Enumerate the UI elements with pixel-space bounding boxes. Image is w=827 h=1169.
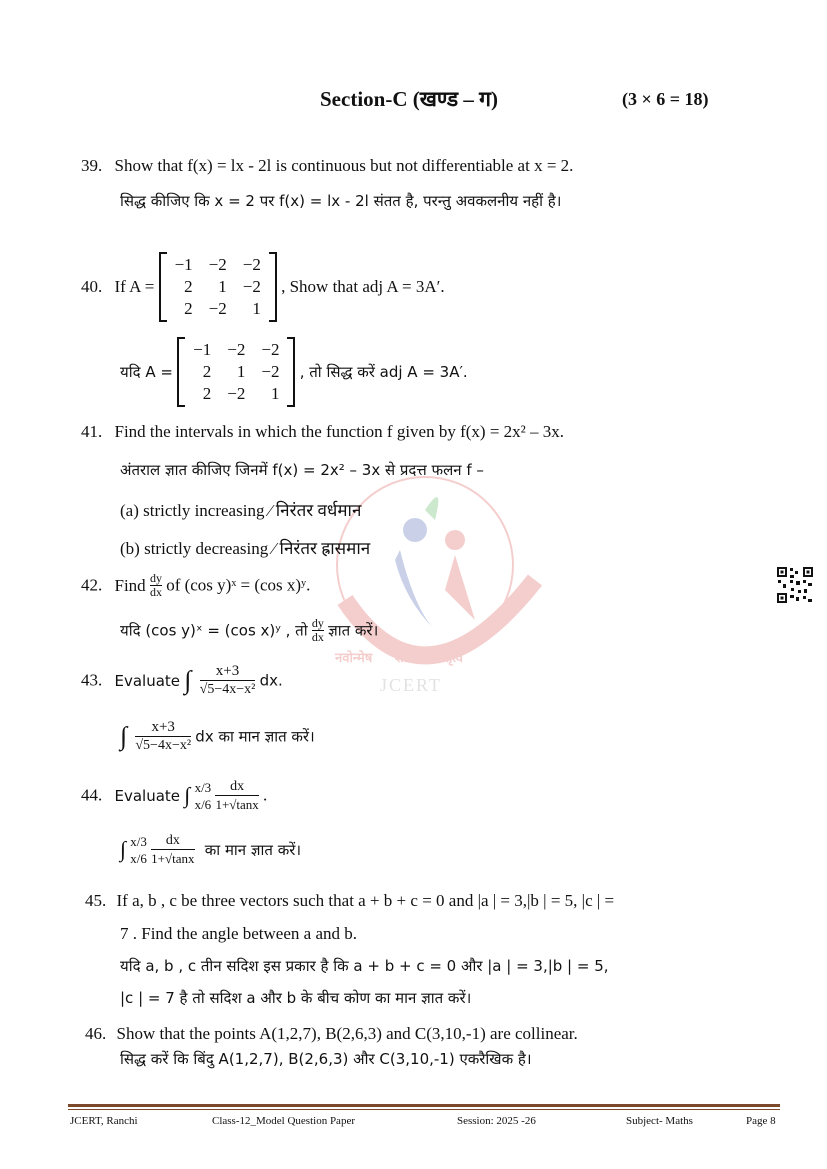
question-text-hi-post: ज्ञात करें।	[328, 621, 379, 640]
question-text-hi-pre: यदि (cos y)ˣ = (cos x)ʸ , तो	[120, 621, 308, 640]
question-text-en-pre: If A =	[114, 277, 155, 296]
question-39-hindi: सिद्ध कीजिए कि x = 2 पर f(x) = lx - 2l संतत है, परन्तु अवकलनीय नहीं है।	[120, 192, 562, 210]
integrand-fraction: $\frac{x+3}{\text{√5−4x−x²}}$	[199, 663, 256, 697]
integral-sign-icon: ∫	[184, 782, 191, 808]
question-number: 45.	[85, 891, 107, 910]
question-45	[85, 891, 614, 911]
watermark-word-3: नेतृत्व	[437, 651, 464, 666]
question-text-en-post: of (cos y)ˣ = (cos x)ʸ.	[166, 575, 311, 595]
integral-limits-hindi: x/3 x/6	[130, 833, 147, 866]
derivative-fraction: $\frac{dy}{dx}$	[149, 571, 162, 599]
question-text-en: Show that f(x) = lx - 2l is continuous but not differentiable at x = 2.	[114, 156, 574, 175]
question-45-line2: 7 . Find the angle between a and b.	[120, 924, 357, 943]
question-text-en-post: dx.	[259, 671, 283, 690]
question-40	[81, 252, 445, 322]
question-text-en-line1: If a, b , c be three vectors such that a + b + c = 0 and |a | = 3,|b | = 5, |c | =	[116, 891, 615, 910]
matrix-a-hindi: −1 −2 −2 2 1 −2 2 −2 1	[177, 337, 295, 407]
footer-rule-thin	[68, 1109, 780, 1110]
question-41	[81, 422, 564, 442]
integral-sign-icon: ∫	[120, 721, 128, 751]
question-43-hindi	[120, 718, 315, 755]
question-40-hindi	[120, 337, 468, 407]
question-41-option-a: (a) strictly increasing ⁄ निरंतर वर्धमान	[120, 501, 362, 520]
question-41-option-b: (b) strictly decreasing ⁄ निरंतर ह्रासमान	[120, 539, 371, 558]
question-text-en-pre: Evaluate	[114, 671, 181, 690]
question-text-en: Find the intervals in which the function f given by f(x) = 2x² – 3x.	[114, 422, 565, 441]
question-43	[81, 662, 283, 699]
integrand-fraction-hindi: $\frac{x+3}{\text{√5−4x−x²}}$	[135, 719, 192, 753]
section-marks: (3 × 6 = 18)	[622, 89, 709, 109]
integrand-fraction-hindi: $\frac{dx}{1+√\tan x}$	[151, 833, 195, 866]
question-text-en-post: .	[263, 785, 268, 805]
matrix-a: −1 −2 −2 2 1 −2 2 −2 1	[159, 252, 277, 322]
question-46-hindi: सिद्ध करें कि बिंदु A(1,2,7), B(2,6,3) और C(3,10,-1) एकरैखिक है।	[120, 1050, 532, 1068]
question-number: 43.	[81, 670, 103, 690]
question-text-en-pre: Evaluate	[114, 786, 181, 805]
question-42-hindi	[120, 617, 378, 644]
question-number: 42.	[81, 575, 103, 595]
question-41-hindi: अंतराल ज्ञात कीजिए जिनमें f(x) = 2x² – 3x से प्रदत्त फलन f –	[120, 461, 484, 479]
footer-session: Session: 2025 -26	[457, 1115, 536, 1127]
question-39	[81, 156, 573, 176]
footer-page: Page 8	[746, 1115, 776, 1127]
integrand-fraction: $\frac{dx}{1+√\tan x}$	[215, 779, 259, 812]
question-45-hindi-line1: यदि a, b , c तीन सदिश इस प्रकार है कि a + b + c = 0 और |a | = 3,|b | = 5,	[120, 957, 609, 975]
question-46	[85, 1024, 578, 1044]
question-text-en: Show that the points A(1,2,7), B(2,6,3) and C(3,10,-1) are collinear.	[116, 1024, 578, 1043]
integral-sign-icon: ∫	[184, 665, 192, 695]
question-number: 40.	[81, 277, 103, 296]
qr-code-icon	[776, 566, 814, 604]
integral-limits: x/3 x/6	[194, 779, 212, 812]
question-text-hi-post: dx का मान ज्ञात करें।	[195, 727, 315, 746]
integral-sign-icon: ∫	[120, 836, 127, 862]
question-text-hi-post: का मान ज्ञात करें।	[204, 840, 302, 859]
footer-subject: Subject- Maths	[626, 1115, 693, 1127]
watermark-word-1: नवोन्मेष	[335, 651, 373, 666]
footer-paper: Class-12_Model Question Paper	[212, 1115, 355, 1127]
question-number: 44.	[81, 785, 103, 805]
watermark-logo-text: JCERT	[380, 675, 442, 695]
question-number: 39.	[81, 156, 103, 175]
watermark-word-2: शोध	[394, 651, 416, 666]
question-44-hindi	[120, 832, 301, 867]
question-number: 46.	[85, 1024, 107, 1043]
question-42	[81, 572, 310, 599]
question-44	[81, 778, 267, 813]
question-text-en-pre: Find	[114, 575, 146, 595]
derivative-fraction-hindi: $\frac{dy}{dx}$	[311, 616, 324, 644]
question-text-en-post: , Show that adj A = 3A′.	[281, 277, 445, 296]
question-number: 41.	[81, 422, 103, 441]
section-title: Section-C (खण्ड – ग)	[320, 87, 498, 111]
question-45-hindi-line2: |c | = 7 है तो सदिश a और b के बीच कोण का मान ज्ञात करें।	[120, 989, 472, 1007]
question-text-hi-pre: यदि A =	[120, 363, 173, 381]
footer-rule	[68, 1104, 780, 1107]
footer-org: JCERT, Ranchi	[70, 1115, 138, 1127]
question-text-hi-post: , तो सिद्ध करें adj A = 3A′.	[299, 363, 468, 381]
